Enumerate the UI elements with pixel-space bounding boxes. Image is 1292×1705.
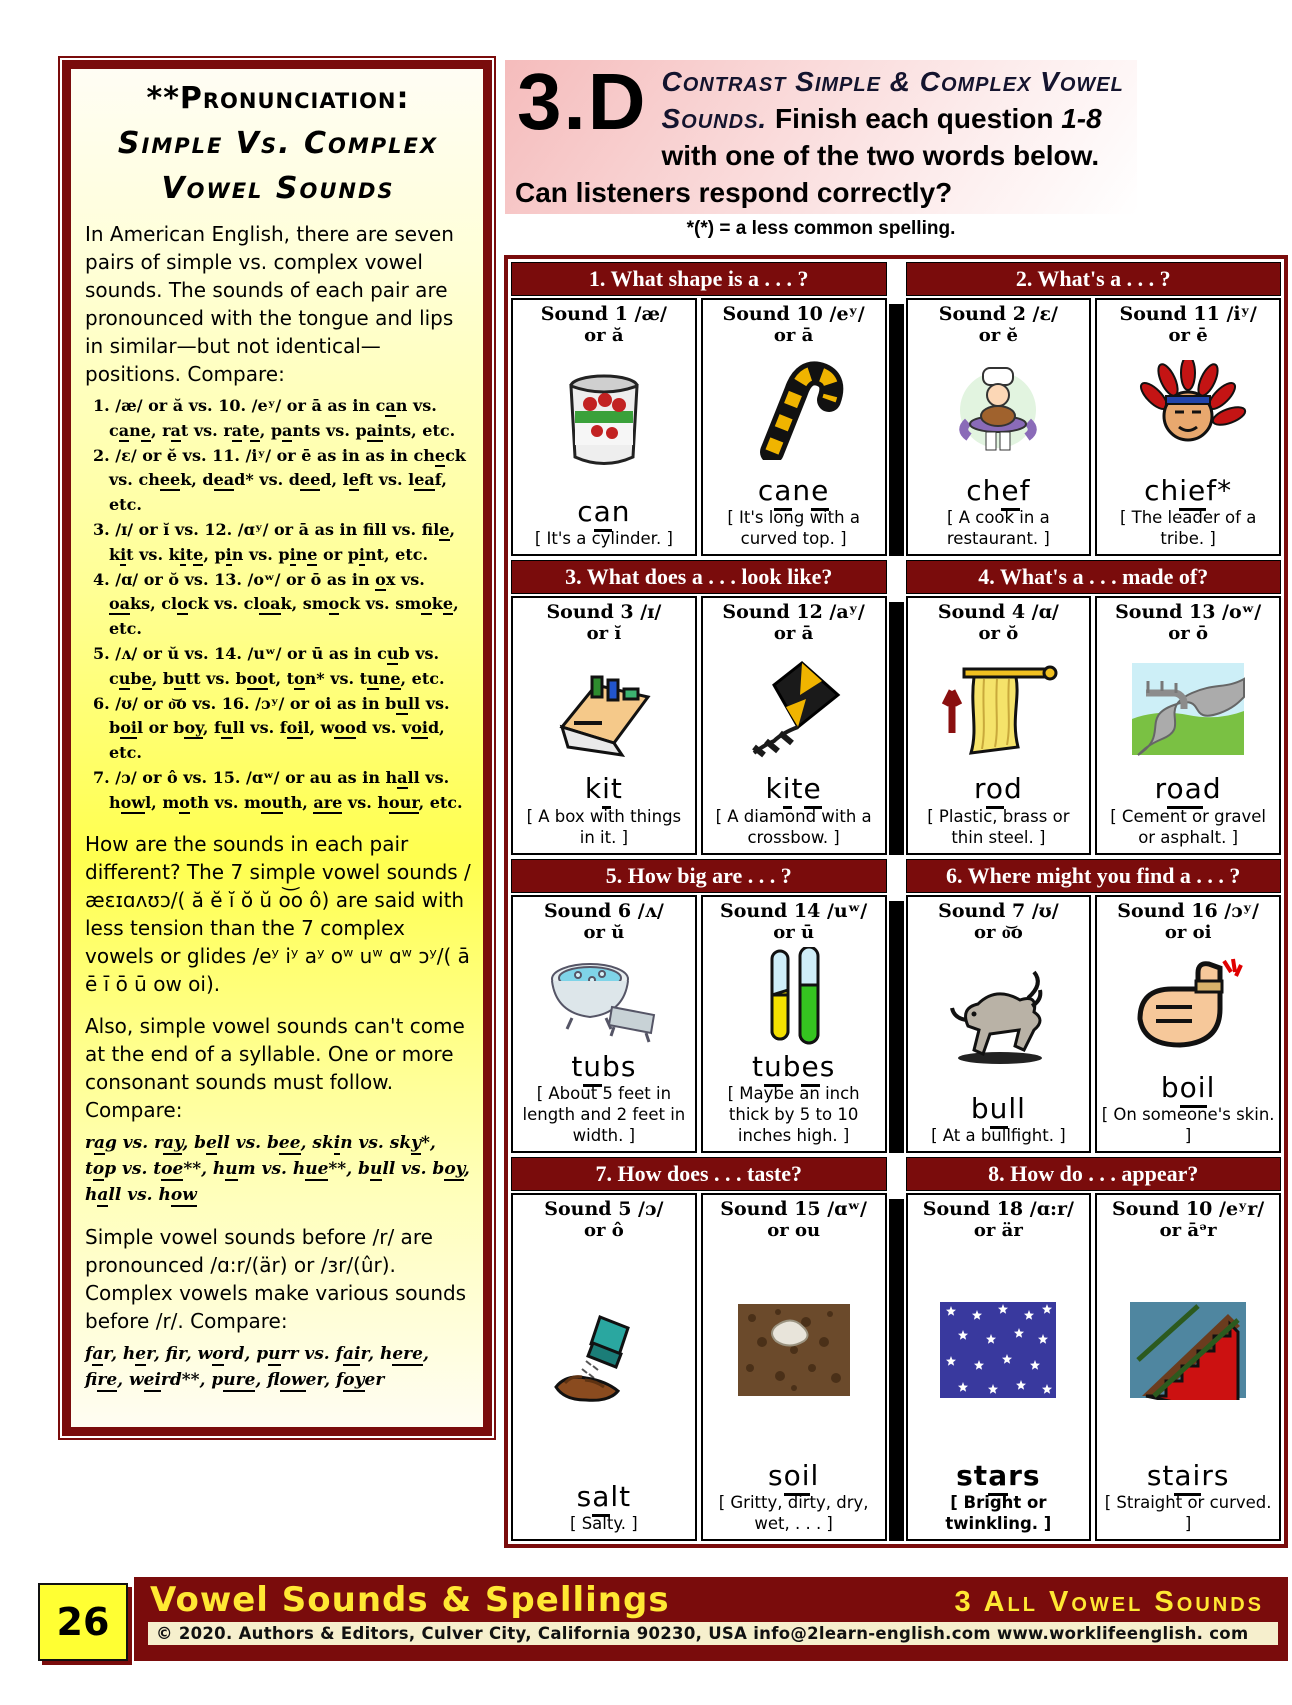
- salt-icon: [517, 1241, 691, 1481]
- target-word: cane: [758, 475, 830, 507]
- copyright-line: © 2020. Authors & Editors, Culver City, California 90230, USA info@2learn-english.com www.worklifeenglish. com: [148, 1622, 1278, 1645]
- road-icon: [1101, 644, 1275, 773]
- grid-row-4: [509, 1155, 1283, 1543]
- sound-label: Sound 15 /ɑʷ/: [720, 1198, 867, 1221]
- panel-intro: In American English, there are seven pairs of simple vs. complex vowel sounds. The sounds of each pair are pronounced with the tongue and lips in similar—but not identical—positions. Compare:: [85, 222, 454, 386]
- target-word: kit: [585, 773, 623, 805]
- sound-alt: or ā: [773, 623, 814, 645]
- cane-icon: [707, 346, 881, 475]
- question-8-block: [904, 1155, 1284, 1543]
- sound-alt: or ŏ: [978, 623, 1019, 645]
- cell-boil: [1095, 895, 1281, 1153]
- sound-label: Sound 6 /ʌ/: [543, 899, 664, 922]
- target-word: stairs: [1147, 1460, 1230, 1492]
- sound-alt: or ā: [773, 325, 814, 346]
- sound-alt: or ŭ: [583, 921, 625, 943]
- question-7-title: 7. How does . . . taste?: [511, 1157, 887, 1191]
- cell-road: [1095, 596, 1281, 854]
- cell-stairs: [1095, 1193, 1281, 1541]
- cell-chef: [906, 298, 1092, 556]
- question-5-title: 5. How big are . . . ?: [511, 859, 887, 893]
- cell-tubs: [511, 895, 697, 1153]
- word-hint: [ Bright or twinkling. ]: [945, 1492, 1052, 1533]
- tubs-icon: [517, 943, 691, 1051]
- column-separator: [889, 1199, 904, 1541]
- cell-rod: [906, 596, 1092, 854]
- vowel-pair-5: 5. /ʌ/ or ŭ vs. 14. /uʷ/ or ū as in cub vs. cube, butt vs. boot, ton* vs. tune, etc.: [93, 643, 445, 688]
- cell-kite: [701, 596, 887, 854]
- sound-label: Sound 12 /aʸ/: [722, 601, 865, 624]
- sound-alt: or ū: [773, 921, 815, 943]
- vowel-pair-7: 7. /ɔ/ or ô vs. 15. /ɑʷ/ or au as in hall vs. howl, moth vs. mouth, are vs. hour, etc.: [93, 767, 463, 812]
- sound-label: Sound 7 /ʊ/: [938, 899, 1059, 922]
- sound-label: Sound 1 /æ/: [540, 303, 667, 325]
- vowel-pair-3: 3. /ɪ/ or ĭ vs. 12. /ɑʸ/ or ā as in fll vs. fle, kit vs. kite, pin vs. pine or pint, etc.: [93, 519, 456, 564]
- sound-label: Sound 13 /oʷ/: [1115, 601, 1262, 624]
- sound-label: Sound 18 /ɑ:r/: [922, 1198, 1074, 1221]
- word-hint: [ Salty. ]: [570, 1513, 638, 1533]
- book-title: Vowel Sounds & Spellings: [150, 1580, 670, 1620]
- target-word: tubs: [571, 1051, 636, 1083]
- target-word: stars: [956, 1460, 1040, 1492]
- sound-label: Sound 16 /ɔʸ/: [1117, 899, 1259, 922]
- vowel-pair-1: 1. /æ/ or ă vs. 10. /eʸ/ or ā as in can vs. cane, rat vs. rate, pants vs. paints, etc.: [93, 396, 456, 440]
- target-word: chief*: [1144, 475, 1232, 507]
- cell-salt: [511, 1193, 697, 1541]
- panel-title-line1: **Pronunciation:: [146, 81, 410, 116]
- word-hint: [ A cook in a restaurant. ]: [946, 508, 1050, 549]
- sound-alt: or o͝o: [973, 921, 1023, 943]
- word-hint: [ About 5 feet in length and 2 feet in width. ]: [522, 1083, 686, 1146]
- vowel-pair-6: 6. /ʊ/ or o͝o vs. 16. /ɔʸ/ or oi as in bull vs. boil or boy, full vs. foil, wood vs. void, etc.: [93, 693, 450, 763]
- word-hint: [ Gritty, dirty, dry, wet, . . . ]: [718, 1492, 869, 1533]
- vowel-pair-2: 2. /ɛ/ or ĕ vs. 11. /iʸ/ or ē as in as in check vs. cheek, dead* vs. deed, left vs. leaf, etc.: [93, 445, 466, 515]
- instruction-part1: Finish each question: [767, 102, 1062, 134]
- stairs-icon: [1101, 1241, 1275, 1459]
- word-hint: [ Straight or curved. ]: [1104, 1492, 1272, 1533]
- panel-how-different: How are the sounds in each pair different? The 7 simple vowel sounds /æɛɪɑʌʊɔ/( ă ĕ ĭ ŏ ŭ o͝o ô) are said with less tension than the 7 complex vowels or glides /eʸ iʸ aʸ oʷ uʷ ɑʷ ɔʸ/( ā ē ī ō ū ow oi).: [85, 831, 471, 996]
- sound-label: Sound 10 /eʸ/: [722, 303, 865, 325]
- sound-label: Sound 2 /ɛ/: [938, 303, 1058, 325]
- column-separator: [889, 901, 904, 1153]
- cell-cane: [701, 298, 887, 556]
- tubes-icon: [707, 943, 881, 1051]
- panel-r-rule: Simple vowel sounds before /r/ are pronounced /ɑ:r/(är) or /ɜr/(ûr). Complex vowels make various sounds before /r/. Compare:: [85, 1224, 467, 1333]
- sound-alt: or ē: [1168, 325, 1208, 346]
- sound-label: Sound 11 /iʸ/: [1119, 303, 1257, 325]
- instruction-part2: with one of the two words below. Can listeners respond correctly?: [515, 139, 1100, 208]
- cell-kit: [511, 596, 697, 854]
- sound-alt: or ĕ: [978, 325, 1018, 346]
- grid-row-3: [509, 857, 1283, 1155]
- grid-row-1: [509, 260, 1283, 558]
- can-icon: [517, 346, 691, 496]
- question-2-title: 2. What's a . . . ?: [906, 262, 1282, 296]
- sound-label: Sound 10 /eʸr/: [1112, 1198, 1265, 1221]
- word-hint: [ Plastic, brass or thin steel. ]: [927, 806, 1070, 847]
- kit-icon: [517, 644, 691, 773]
- chef-icon: [912, 346, 1086, 475]
- column-separator: [889, 602, 904, 854]
- target-word: soil: [768, 1460, 819, 1492]
- question-1-title: 1. What shape is a . . . ?: [511, 262, 887, 296]
- vowel-pair-list: [85, 394, 471, 816]
- word-hint: [ The leader of a tribe. ]: [1119, 508, 1257, 549]
- soil-icon: [707, 1241, 881, 1459]
- target-word: bull: [971, 1093, 1026, 1125]
- question-4-block: [904, 558, 1284, 856]
- sound-alt: or āᵊr: [1159, 1220, 1217, 1242]
- bull-icon: [912, 943, 1086, 1093]
- word-hint: [ It's long with a curved top. ]: [727, 508, 860, 549]
- word-hint: [ A diamond with a crossbow. ]: [715, 806, 872, 847]
- cell-tubes: [701, 895, 887, 1153]
- question-3-title: 3. What does a . . . look like?: [511, 560, 887, 594]
- cell-bull: [906, 895, 1092, 1153]
- panel-r-examples: far, her, fr, word, purr vs. fair, here, fire, weird**, pure, flower, foyer: [85, 1343, 429, 1390]
- panel-title-line2: Simple Vs. Complex: [117, 126, 439, 161]
- question-7-block: [509, 1155, 889, 1543]
- question-8-title: 8. How do . . . appear?: [906, 1157, 1282, 1191]
- target-word: boil: [1161, 1072, 1215, 1104]
- question-5-block: [509, 857, 889, 1155]
- stars-icon: [912, 1241, 1086, 1459]
- target-word: road: [1155, 773, 1222, 805]
- exercise-header: [505, 57, 1137, 214]
- cell-soil: [701, 1193, 887, 1541]
- panel-syllable-examples: rag vs. ray, bell vs. bee, skin vs. sky*, top vs. toe**, hum vs. hue**, bull vs. boy, hall vs. how: [85, 1132, 470, 1206]
- sound-alt: or oi: [1164, 921, 1212, 943]
- sound-label: Sound 5 /ɔ/: [544, 1198, 664, 1221]
- target-word: tubes: [752, 1051, 835, 1083]
- pronunciation-panel: [62, 60, 492, 1436]
- vowel-pair-4: 4. /ɑ/ or ŏ vs. 13. /oʷ/ or ō as in ox vs. oaks, clock vs. cloak, smock vs. smoke, etc.: [93, 569, 459, 639]
- sound-alt: or ă: [584, 325, 624, 346]
- cell-chief: [1095, 298, 1281, 556]
- question-1-block: [509, 260, 889, 558]
- instruction-range: 1-8: [1061, 102, 1102, 134]
- sound-label: Sound 3 /ɪ/: [546, 601, 662, 624]
- sound-alt: or är: [973, 1220, 1023, 1242]
- question-grid: [504, 255, 1288, 1548]
- target-word: can: [577, 496, 630, 528]
- question-2-block: [904, 260, 1284, 558]
- exercise-code: 3.D: [517, 57, 648, 146]
- target-word: rod: [974, 773, 1023, 805]
- question-4-title: 4. What's a . . . made of?: [906, 560, 1282, 594]
- rod-icon: [912, 644, 1086, 773]
- sound-label: Sound 14 /uʷ/: [720, 899, 868, 922]
- word-hint: [ At a bullfight. ]: [931, 1126, 1066, 1146]
- target-word: salt: [577, 1481, 632, 1513]
- panel-title-line3: Vowel Sounds: [161, 171, 395, 206]
- sound-alt: or ô: [583, 1220, 624, 1242]
- sound-label: Sound 4 /ɑ/: [937, 601, 1059, 624]
- word-hint: [ Maybe an inch thick by 5 to 10 inches high. ]: [727, 1083, 860, 1146]
- word-hint: [ Cement or gravel or asphalt. ]: [1110, 806, 1266, 847]
- question-6-block: [904, 857, 1284, 1155]
- sound-alt: or ou: [767, 1220, 821, 1242]
- question-3-block: [509, 558, 889, 856]
- question-6-title: 6. Where might you find a . . . ?: [906, 859, 1282, 893]
- word-hint: [ On someone's skin. ]: [1101, 1104, 1275, 1146]
- word-hint: [ It's a cylinder. ]: [534, 529, 673, 549]
- sound-alt: or ō: [1168, 623, 1208, 645]
- footer-banner: [134, 1577, 1288, 1661]
- page-number: 26: [38, 1583, 128, 1661]
- sound-alt: or ĭ: [586, 623, 622, 645]
- target-word: chef: [966, 475, 1030, 507]
- grid-row-2: [509, 558, 1283, 856]
- target-word: kite: [766, 773, 822, 805]
- spelling-footnote: *(*) = a less common spelling.: [686, 218, 956, 239]
- chief-icon: [1101, 346, 1275, 475]
- panel-syllable-rule: Also, simple vowel sounds can't come at the end of a syllable. One or more consonant sounds must follow. Compare:: [85, 1013, 465, 1122]
- cell-can: [511, 298, 697, 556]
- boil-icon: [1101, 943, 1275, 1072]
- cell-stars: [906, 1193, 1092, 1541]
- word-hint: [ A box with things in it. ]: [526, 806, 682, 847]
- kite-icon: [707, 644, 881, 773]
- column-separator: [889, 304, 904, 556]
- exercise-title: Contrast Simple & Complex Vowel Sounds.: [661, 66, 1124, 134]
- chapter-title: 3 All Vowel Sounds: [954, 1586, 1264, 1618]
